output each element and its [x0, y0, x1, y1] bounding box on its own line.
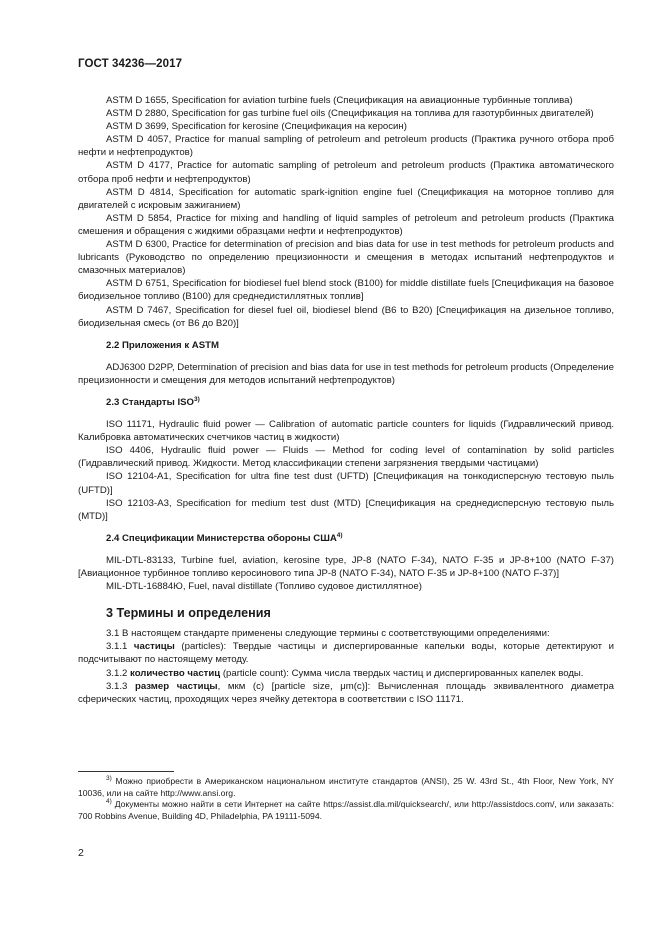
reference-item: ASTM D 4057, Practice for manual sampling of petroleum and petroleum products (Практика ручного отбора проб нефти и нефтепродуктов): [78, 134, 614, 159]
section-heading-3: 3 Термины и определения: [106, 606, 271, 621]
reference-item: ASTM D 6300, Practice for determination of precision and bias data for use in test methods for petroleum products and lubricants (Руководство по определению прецизионности и смещения в методах испытаний нефтепродуктов и смазочных материалов): [78, 239, 614, 277]
reference-item: ASTM D 1655, Specification for aviation turbine fuels (Спецификация на авиационные турбинные топлива): [106, 95, 573, 106]
definition-term: размер частицы: [134, 680, 218, 692]
footnote-text: Можно приобрести в Американском национальном институте стандартов (ANSI), 25 W. 43rd St., 4th Floor, New York, NY 10036, или на сайте http://www.ansi.org.: [78, 776, 614, 798]
footnote-text: Документы можно найти в сети Интернет на сайте https://assist.dla.mil/quicksearch/, или http://assistdocs.com/, или заказать: 700 Robbins Avenue, Building 4D, Philadelphia, PA 19111-5094.: [78, 799, 614, 822]
reference-item: ISO 4406, Hydraulic fluid power — Fluids — Method for coding level of contamination by solid particles (Гидравлический привод. Жидкости. Метод классификации степени загрязнения твердыми частицами): [78, 445, 614, 470]
iso-list: [78, 418, 614, 523]
reference-item: ASTM D 2880, Specification for gas turbine fuel oils (Спецификация на топлива для газотурбинных двигателей): [106, 108, 594, 120]
reference-item: ASTM D 7467, Specification for diesel fuel oil, biodiesel blend (B6 to B20) [Спецификация на дизельное топливо, биодизельная смесь (от B6 до B20)]: [78, 304, 614, 329]
reference-item: ASTM D 4814, Specification for automatic spark-ignition engine fuel (Спецификация на моторное топливо для двигателей с искровым зажиганием): [78, 186, 614, 211]
reference-item: ISO 12104-A1, Specification for ultra fine test dust (UFTD) [Спецификация на тонкодисперсную тестовую пыль (UFTD)]: [78, 471, 614, 496]
footnote-mark: 4): [106, 798, 112, 806]
page-number: 2: [78, 847, 84, 859]
main-content: [78, 94, 614, 706]
definition-text: , мкм (c) [particle size, μm(c)]: Вычисленная площадь эквивалентного диаметра сферических частиц, проходящих через ячейку детектора в соответствии с ISO 11171.: [78, 680, 614, 705]
reference-item: ASTM D 5854, Practice for mixing and handling of liquid samples of petroleum and petroleum products (Практика смешения и обращения с жидкими образцами нефти и нефтепродуктов): [78, 212, 614, 237]
footnote-divider: [78, 771, 174, 772]
reference-item: MIL-DTL-16884Ю, Fuel, naval distillate (Топливо судовое дистиллятное): [106, 581, 422, 593]
definition-number: 3.1.1: [106, 641, 128, 653]
footnotes: [78, 776, 614, 823]
heading-text: 2.3 Стандарты ISO: [106, 396, 195, 408]
astm-list: [78, 94, 614, 330]
section-heading-2-4: [78, 532, 614, 545]
definition-term: частицы: [133, 641, 175, 653]
heading-text: 2.4 Спецификации Министерства обороны США: [106, 532, 337, 544]
footnote: [78, 799, 614, 822]
definition-item: [78, 640, 614, 666]
reference-item: ADJ6300 D2PP, Determination of precision and bias data for use in test methods for petroleum products (Определение прецизионности и смещения для методов испытаний нефтепродуктов): [78, 361, 614, 386]
reference-item: ISO 11171, Hydraulic fluid power — Calibration of automatic particle counters for liquids (Гидравлический привод. Калибровка автоматических счетчиков частиц в жидкости): [78, 419, 614, 444]
footnote-mark: 3): [106, 775, 112, 782]
footnote-mark: 3): [194, 395, 200, 403]
definition-number: 3.1.3: [106, 680, 128, 692]
reference-item: ASTM D 4177, Practice for automatic sampling of petroleum and petroleum products (Практика автоматического отбора проб нефти и нефтепродуктов): [78, 160, 614, 185]
definition-item: [78, 667, 614, 680]
section-heading-2-3: [78, 396, 614, 409]
document-header: ГОСТ 34236—2017: [78, 58, 183, 70]
reference-item: ISO 12103-A3, Specification for medium test dust (MTD) [Спецификация на среднедисперсную тестовую пыль (MTD)]: [78, 497, 614, 522]
definition-term: количество частиц: [130, 667, 221, 679]
definition-number: 3.1.2: [106, 667, 128, 679]
reference-item: ASTM D 3699, Specification for kerosine (Спецификация на керосин): [106, 121, 407, 133]
section-heading-2-2: 2.2 Приложения к ASTM: [106, 339, 219, 351]
footnote-mark: 4): [336, 531, 343, 539]
astm-adjunct-list: [78, 361, 614, 387]
mil-list: [78, 554, 614, 593]
definition-item: [78, 680, 614, 706]
definition-text: (particles): Твердые частицы и диспергированные капельки воды, которые детектируют и подсчитывают по настоящему методу.: [78, 641, 614, 666]
reference-item: MIL-DTL-83133, Turbine fuel, aviation, kerosine type, JP-8 (NATO F-34), NATO F-35 и JP-8+100 (NATO F-37) [Авиационное турбинное топливо керосинового типа JP-8 (NATO F-34), NATO F-35 и JP-8+100 (NATO F-37)]: [78, 554, 614, 579]
definition-intro: 3.1 В настоящем стандарте применены следующие термины с соответствующими определениями:: [106, 628, 550, 640]
definition-text: (particle count): Сумма числа твердых частиц и диспергированных капелек воды.: [220, 667, 584, 679]
footnote: [78, 776, 614, 799]
reference-item: ASTM D 6751, Specification for biodiesel fuel blend stock (B100) for middle distillate fuels [Спецификация на базовое биодизельное топливо (B100) для среднедистиллятных топлив]: [78, 278, 614, 303]
